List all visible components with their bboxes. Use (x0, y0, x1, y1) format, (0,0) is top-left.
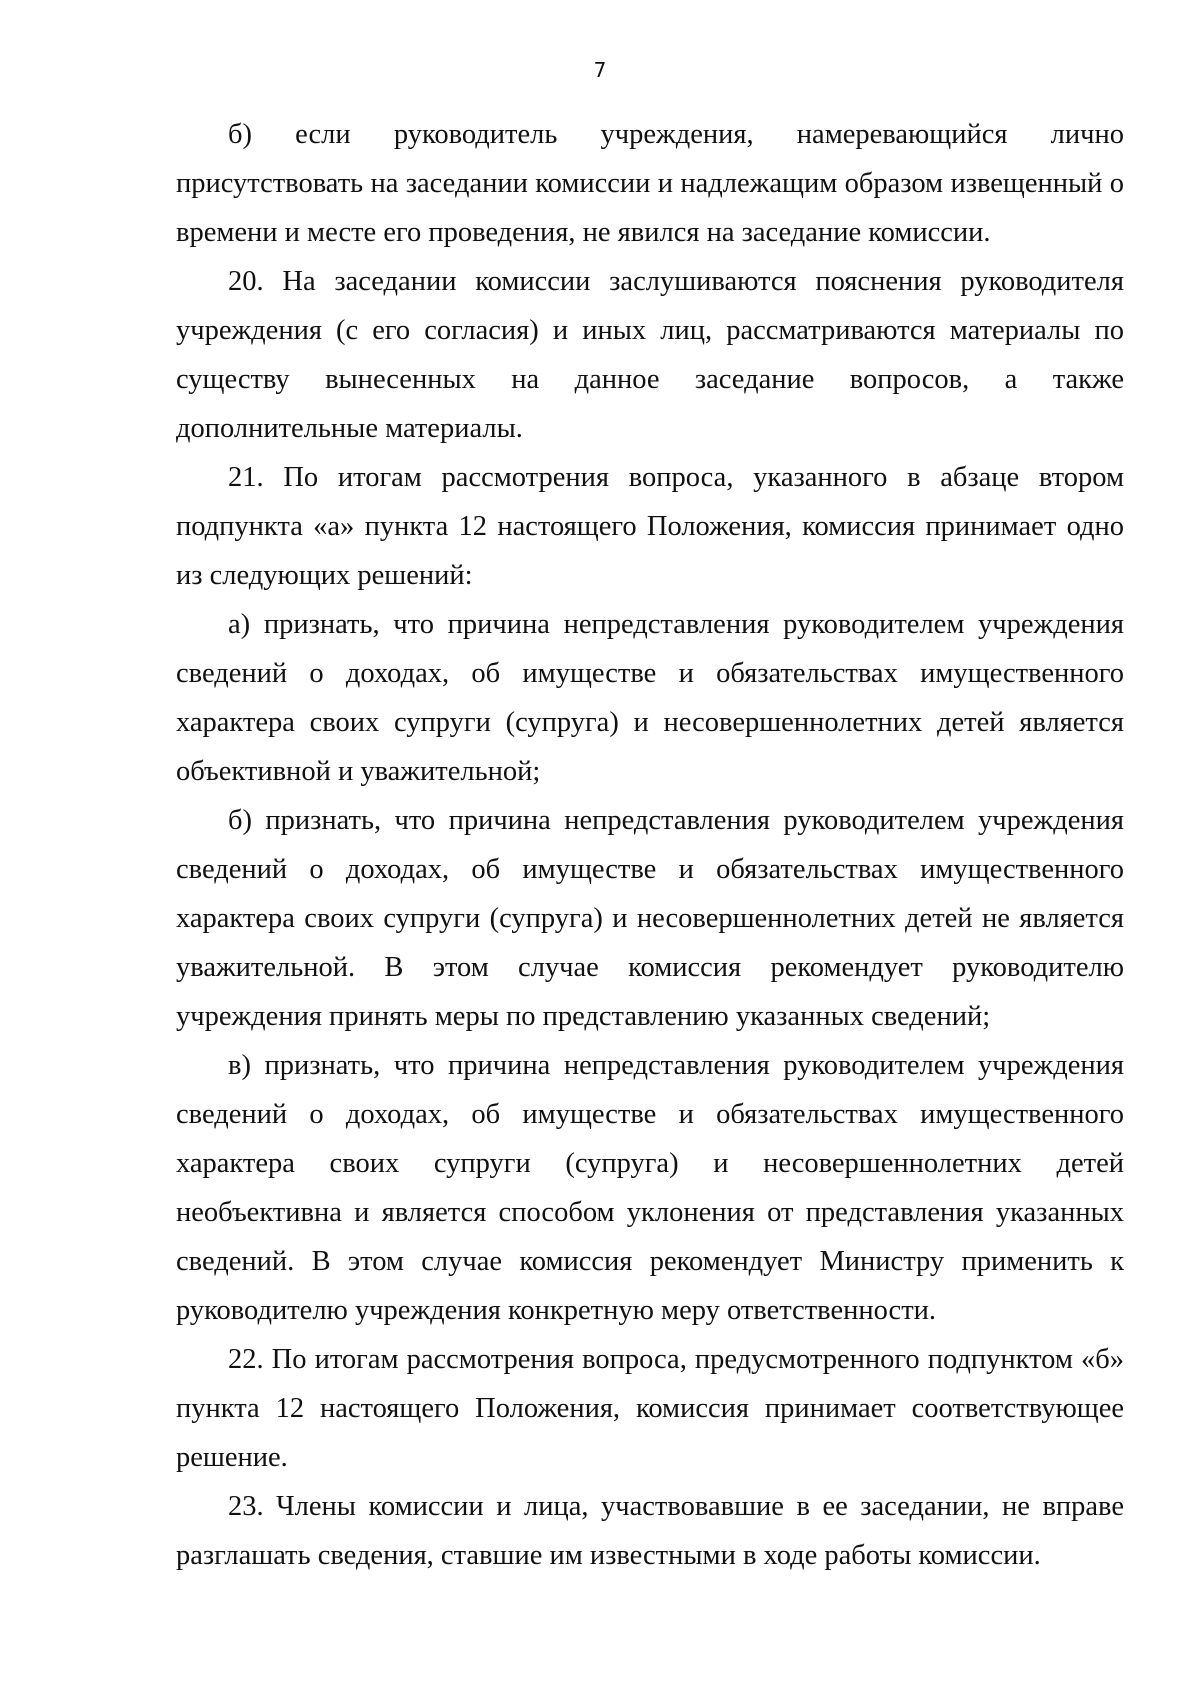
paragraph-22: 22. По итогам рассмотрения вопроса, предусмотренного подпунктом «б» пункта 12 настоящего Положения, комиссия принимает соответствующее решение. (176, 1344, 1124, 1473)
paragraph-21: 21. По итогам рассмотрения вопроса, указанного в абзаце втором подпункта «а» пункта 12 настоящего Положения, комиссия принимает одно из следующих решений: (176, 462, 1124, 591)
paragraph-b-absence: б) если руководитель учреждения, намеревающийся лично присутствовать на заседании комиссии и надлежащим образом извещенный о времени и месте его проведения, не явился на заседание комиссии. (176, 119, 1124, 248)
document-body (176, 110, 1124, 1580)
paragraph-21-v: в) признать, что причина непредставления руководителем учреждения сведений о доходах, об имуществе и обязательствах имущественного характера своих супруги (супруга) и несовершеннолетних детей необъективна и является способом уклонения от представления указанных сведений. В этом случае комиссия рекомендует Министру применить к руководителю учреждения конкретную меру ответственности. (176, 1050, 1124, 1326)
paragraph-21-b: б) признать, что причина непредставления руководителем учреждения сведений о доходах, об имуществе и обязательствах имущественного характера своих супруги (супруга) и несовершеннолетних детей не является уважительной. В этом случае комиссия рекомендует руководителю учреждения принять меры по представлению указанных сведений; (176, 805, 1124, 1032)
paragraph-23: 23. Члены комиссии и лица, участвовавшие в ее заседании, не вправе разглашать сведения, ставшие им известными в ходе работы комиссии. (176, 1491, 1124, 1571)
paragraph-21-a: а) признать, что причина непредставления руководителем учреждения сведений о доходах, об имуществе и обязательствах имущественного характера своих супруги (супруга) и несовершеннолетних детей является объективной и уважительной; (176, 609, 1124, 787)
paragraph-20: 20. На заседании комиссии заслушиваются пояснения руководителя учреждения (с его согласия) и иных лиц, рассматриваются материалы по существу вынесенных на данное заседание вопросов, а также дополнительные материалы. (176, 266, 1124, 444)
page-number: 7 (593, 58, 607, 82)
